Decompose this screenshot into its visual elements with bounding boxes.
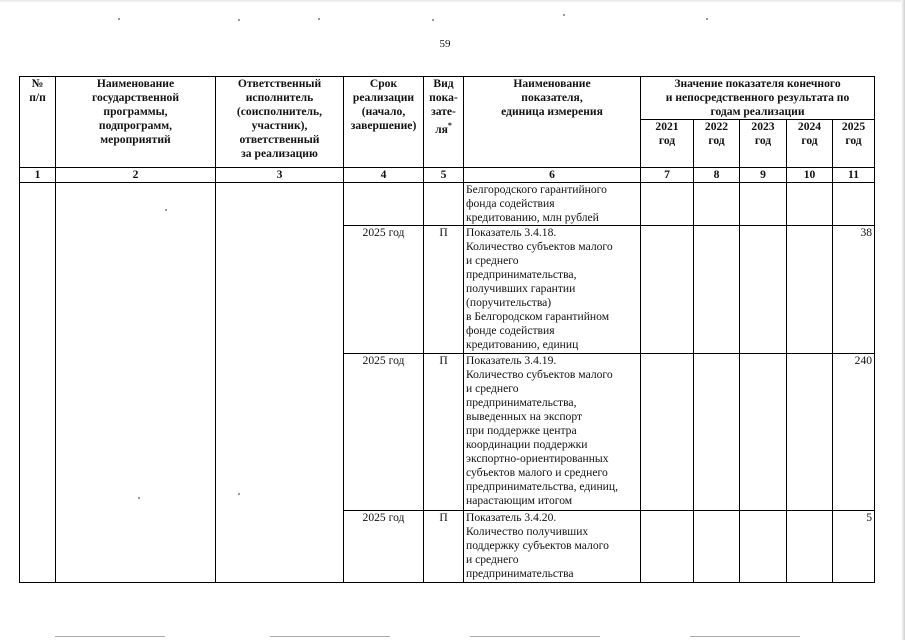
cell-responsible-empty (216, 183, 344, 583)
scan-line (470, 636, 600, 637)
cell-indicator-name: Белгородского гарантийного фонда содействия кредитованию, млн рублей (464, 183, 641, 226)
cell-value-2024 (787, 183, 833, 226)
column-number: 1 (20, 168, 56, 183)
cell-value-2024 (787, 354, 833, 511)
cell-value-2025 (833, 183, 875, 226)
scan-line (55, 636, 165, 637)
header-year-2025: 2025 год (833, 120, 875, 168)
scan-edge-top (0, 0, 905, 3)
cell-index-empty (20, 183, 56, 583)
cell-term: 2025 год (344, 511, 424, 583)
scan-edge-right (901, 0, 905, 640)
cell-value-2022 (694, 511, 740, 583)
header-program-name: Наименование государственной программы, подпрограмм, мероприятий (56, 77, 216, 168)
cell-term (344, 183, 424, 226)
cell-value-2022 (694, 183, 740, 226)
header-indicator-name: Наименование показателя, единица измерения (464, 77, 641, 168)
cell-value-2023 (740, 226, 787, 354)
cell-indicator-name: Показатель 3.4.18. Количество субъектов малого и среднего предпринимательства, получивших гарантии (поручительства) в Белгородском гарантийном фонде содействия кредитованию, единиц (464, 226, 641, 354)
scan-line (690, 636, 800, 637)
scan-speck (118, 18, 120, 20)
cell-type: П (424, 354, 464, 511)
cell-value-2024 (787, 226, 833, 354)
column-number: 6 (464, 168, 641, 183)
column-number: 10 (787, 168, 833, 183)
table-row (20, 183, 875, 226)
scan-line (270, 636, 390, 637)
scan-speck (706, 18, 708, 20)
header-footnote-mark: * (447, 121, 452, 130)
scan-speck (432, 19, 434, 21)
cell-value-2021 (641, 354, 694, 511)
indicators-table (19, 76, 875, 583)
cell-program-empty (56, 183, 216, 583)
column-number: 7 (641, 168, 694, 183)
cell-type: П (424, 511, 464, 583)
cell-type (424, 183, 464, 226)
cell-value-2022 (694, 226, 740, 354)
column-number: 5 (424, 168, 464, 183)
cell-value-2023 (740, 354, 787, 511)
cell-value-2025: 5 (833, 511, 875, 583)
cell-value-2021 (641, 226, 694, 354)
scan-bottom-lines (0, 636, 905, 638)
header-values-group: Значение показателя конечного и непосредственного результата по годам реализации (641, 77, 875, 120)
column-number: 8 (694, 168, 740, 183)
cell-term: 2025 год (344, 354, 424, 511)
cell-value-2025: 240 (833, 354, 875, 511)
cell-value-2024 (787, 511, 833, 583)
column-number: 4 (344, 168, 424, 183)
scan-speck (318, 18, 320, 20)
cell-indicator-name: Показатель 3.4.20. Количество получивших поддержку субъектов малого и среднего предпринимательства (464, 511, 641, 583)
cell-value-2023 (740, 511, 787, 583)
header-indicator-type-label: Вид пока- зате- ля (429, 77, 458, 136)
column-number: 3 (216, 168, 344, 183)
header-index: № п/п (20, 77, 56, 168)
cell-indicator-name: Показатель 3.4.19. Количество субъектов малого и среднего предпринимательства, выведенных на экспорт при поддержке центра координации поддержки экспортно-ориентированных субъектов малого и среднего предпринимательства, единиц, нарастающим итогом (464, 354, 641, 511)
scan-speck (563, 14, 565, 16)
header-year-2023: 2023 год (740, 120, 787, 168)
column-numbers-row (20, 168, 875, 183)
header-year-2022: 2022 год (694, 120, 740, 168)
cell-value-2021 (641, 511, 694, 583)
cell-value-2025: 38 (833, 226, 875, 354)
page-number: 59 (439, 38, 451, 50)
header-responsible: Ответственный исполнитель (соисполнитель, участник), ответственный за реализацию (216, 77, 344, 168)
header-term: Срок реализации (начало, завершение) (344, 77, 424, 168)
header-indicator-type (424, 77, 464, 168)
column-number: 9 (740, 168, 787, 183)
cell-value-2023 (740, 183, 787, 226)
cell-term: 2025 год (344, 226, 424, 354)
cell-value-2022 (694, 354, 740, 511)
header-year-2021: 2021 год (641, 120, 694, 168)
column-number: 11 (833, 168, 875, 183)
header-row (20, 77, 875, 120)
column-number: 2 (56, 168, 216, 183)
header-year-2024: 2024 год (787, 120, 833, 168)
scan-speck (238, 19, 240, 21)
cell-value-2021 (641, 183, 694, 226)
cell-type: П (424, 226, 464, 354)
